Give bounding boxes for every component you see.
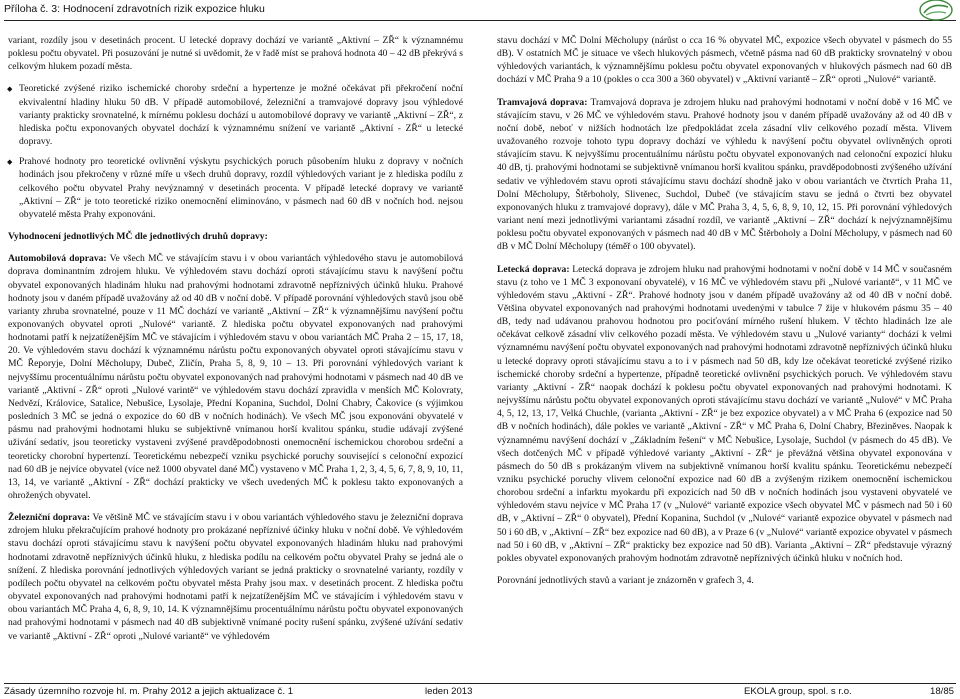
right-intro-paragraph: stavu dochází v MČ Dolní Měcholupy (nárůst o cca 16 % obyvatel MČ, expozice všech obyvatel v pásmech do 55 dB). V ostatních MČ je situace ve všech hlukových pásmech, včetně pásma nad 60 dB prakticky srovnatelný v obou výhledových variantách, k významnějšímu poklesu počtu obyvatel exponovaných v hlukových pásmech nad 60 dB dochází v MČ Praha 9 a 10 (pokles o cca 300 a 360 obyvatel) v „Aktivní variantě – ZŘ“ oproti „Nulové“ variantě.: [497, 35, 952, 86]
page-footer: [4, 683, 956, 698]
tram-text: Tramvajová doprava je zdrojem hluku nad prahovými hodnotami v noční době v 16 MČ ve stávajícím stavu, v 26 MČ ve výhledovém stavu. Prahové hodnoty jsou v daném případě uvažovány až od 40 dB v noční době, neboť v nižších hodnotách lze předpokládat zcela zásadní vliv celkového pozadí města. Vlivem uvažovaného rozvoje tohoto typu dopravy dochází ve výhledu k navýšení počtu obyvatel ovlivněných oproti stávajícím stavu. K nejvyššímu procentuálnímu nárůstu počtu obyvatel exponovaných nad celonoční expozicí hluku 40 dB, tj. prahovými hodnotami se subjektivně vnímanou horší kvalitou spánku, pravděpodobnosti zvýšeného užívání sedativ ve výhledovém stavu oproti stávajícímu stavu dochází shodně jako v obou variantách ve čtvrtích Praha 11, Dolní Měcholupy, Štěrboholy, Slivenec, Suchdol, Dubeč (ve stávajícím stavu se jedná o čtvrti bez obyvatel exponovaných hluku z tramvajové dopravy), dále v MČ Praha 3, 4, 5, 6, 8, 9, 10, 12, 15. Při porovnání výhledových variant není mezi jednotlivými variantami zásadní rozdíl, ve variantě „Aktivní – ZŘ“ dochází k nejvýznamnějšímu poklesu počtu obyvatel exponovaných v pásmech nad 40 dB v MČ Štěrboholy a Dolní Měcholupy, v pásmech nad 60 dB v MČ Dolní Měcholupy (téměř o 100 obyvatel).: [497, 96, 953, 253]
left-intro-paragraph: variant, rozdíly jsou v desetinách procent. U letecké dopravy dochází ve variantě „Aktivní – ZŘ“ k významnému poklesu počtu obyvatel. Při posuzování je nutné si uvědomit, že v řadě míst se prahová hodnota 40 – 42 dB překrývá s celkovým hlukem pozadí města.: [8, 35, 463, 73]
list-item: [8, 82, 463, 148]
air-lead: Letecká doprava:: [497, 263, 570, 275]
header-title: Příloha č. 3: Hodnocení zdravotních rizik expozice hluku: [4, 3, 265, 15]
bullet-text-ischemic: Teoretické zvýšené riziko ischemické choroby srdeční a hypertenze je možné očekávat při překročení noční ekvivalentní hladiny hluku 50 dB. V případě automobilové, železniční a tramvajové dopravy jsou výhledové varianty prakticky srovnatelné, k mírnému poklesu dochází u automobilové dopravy ve variantě „Aktivní – ZŘ“, z hlediska počtu exponovaných obyvatel dochází k významnému snížení ve variantě „Aktivní - ZŘ“ u letecké dopravy.: [19, 83, 463, 148]
section-heading: Vyhodnocení jednotlivých MČ dle jednotlivých druhů dopravy:: [8, 231, 268, 243]
bullet-icon: ◆: [7, 158, 13, 167]
left-column: [8, 34, 463, 652]
tram-lead: Tramvajová doprava:: [497, 96, 588, 108]
automobile-lead: Automobilová doprava:: [8, 253, 107, 265]
right-column: [497, 34, 952, 596]
bullet-icon: ◆: [7, 85, 13, 94]
list-item: [8, 155, 463, 221]
page-header: [4, 0, 956, 21]
footer-company: EKOLA group, spol. s r.o.: [744, 686, 852, 697]
footer-date: leden 2013: [425, 686, 473, 697]
air-paragraph: [497, 263, 952, 566]
automobile-text: Ve všech MČ ve stávajícím stavu i v obou variantách výhledového stavu je automobilová doprava dominantním zdrojem hluku. Ve výhledovém stavu dochází oproti stávajícímu stavu k navýšení počtu obyvatel exponovaných hladinám hluku nad prahovými hodnotami zdravotně nepříznivých účinků hluku. Prahové hodnoty jsou v daném případě uvažovány až od 40 dB v noční době. V případě porovnání výhledových stavů jsou obě varianty zhruba srovnatelné, pouze v 11 MČ dochází ve variantě „Aktivní – ZŘ“ k významnějšímu navýšení počtu exponovaných obyvatel oproti „Nulové“ variantě. Z hlediska počtu obyvatel exponovaných nad prahovými hodnotami patří k nejzatíženějším MČ ve stávajícím i výhledovém stavu v obou variantách MČ Praha 2 – 15, 17, 18, 20. Ve výhledovém stavu dochází k významnému nárůstu počtu exponovaných obyvatel oproti stávajícímu stavu v MČ Řeporyje, Dolní Měcholupy, Dubeč, Zličín, Praha 5, 8, 9, 10 – 13. Při porovnání výhledových variant k nejvyššímu procentuálnímu nárůstu počtu obyvatel exponovaných nad prahovými hodnotami v pásmech nad 40 dB ve variantě „Aktivní - ZŘ“ oproti „Nulové varintě“ ve výhledovém stavu dochází zpravidla v menších MČ Kolovraty, Nedvězí, Královice, Satalice, Nebušice, Lysolaje, Přední Kopanina, Suchdol, Dolní Chabry, Čakovice (s výjimkou posledních 3 MČ se jedná o expozice do 60 dB v nočních hodinách). Ve všech MČ jsou exponováni obyvatelé v pásmu nad prahovými hodnotami hluku se subjektivně vnímanou horší kvalitou spánku, studie udávají zvýšené užívání sedativ, jsou teoreticky vystaveni zvýšené pravděpodobnosti onemocnění ischemickou chorobou srdeční a teoreticky chorobní hypertenzí. Teoretickému nebezpečí vzniku psychické poruchy související s celonoční expozicí nad 60 dB je nejvíce obyvatel (více než 1000 obyvatel dané MČ) vystaveno v MČ Praha 1, 2, 3, 4, 5, 6, 7, 8, 9, 10, 11, 13, 14, ve variantě „Aktivní - ZŘ“ dochází prakticky ve všech uvedených MČ k poklesu takto exponovaných a ohrožených obyvatel.: [8, 253, 464, 501]
air-text: Letecká doprava je zdrojem hluku nad prahovými hodnotami v noční době v 14 MČ v současném stavu (z toho ve 1 MČ 3 exponovaní obyvatelé), v 16 MČ ve výhledovém stavu při „Nulové variantě“, v 11 MČ ve výhledovém stavu „Aktivní - ZŘ“. Prahové hodnoty jsou v daném případě uvažovány až od 40 dB v noční době. Většina obyvatel exponovaných nad prahovými hodnotami uvedenými v tabulce 7 žije v hlukovém pásmu 35 – 40 dB, tedy nad udávanou prahovou hodnotou pro pociťování mírného rušení hlukem. V těchto hladinách lze ale očekávat celkově zásadní vliv celkového pozadí města. Ve výhledovém stavu u „Nulové varianty“ dochází k velmi významnému navýšení počtu obyvatel exponovaných nad prahovými hodnotami zdravotně nepříznivých účinků hluku u letecké dopravy oproti stávajícímu stavu a to i v pásmech nad 50 dB, kdy lze očekávat teoretické zvýšené riziko ischemické choroby srdeční a hypertenze, případně teoretické ovlivnění psychických poruch. Ve výhledovém stavu varianty „Aktivní - ZŘ“ naopak dochází k poklesu počtu obyvatel exponovaných nad prahovými hodnotami. K nejvyššímu nárůstu počtu obyvatel exponovaných oproti stávajícímu stavu dochází ve variantě „Nulové“ v MČ Praha 4, 5, 12, 13, 17, Velká Chuchle, (varianta „Aktivní - ZŘ“ je bez expozice obyvatel) a v MČ Praha 6 (expozice nad 50 dB v nočních hodinách), dále pokles ve variantě „Aktivní - ZŘ“ v MČ Praha 6, Dolní Chabry, Březiněves. Naopak k významnému navýšení dochází v „Základním řešení“ v MČ Nebušice, Lysolaje, Suchdol (v pásmech do 45 dB). Ve všech dotčených MČ v případě výhledové varianty „Aktivní - ZŘ“ je převážná většina obyvatel exponována v pásmech do 50 dB s prokázaným vlivem na subjektivně vnímanou horší kvalitu spánku. Teoretickému nebezpečí vzniku psychické poruchy vlivem celonoční expozice nad 60 dB a zvýšeným rizikem onemocnění ischemickou chorobou srdeční a infarktu myokardu při expozicích nad 50 dB v nočních hodinách jsou vystaveni obyvatelé ve výhledovém stavu nejvíce v MČ Praha 17 (v „Nulové“ variantě expozice všech obyvatel MČ v pásmech nad 50 i 60 dB, v „Aktivní – ZŘ“ 0 obyvatel), Přední Kopanina, Suchdol (v „Nulové“ variantě expozice obyvatel v pásmech nad 50 i 60 dB, v „Aktivní – ZŘ“ bez expozice nad 60 dB), a v Praze 6 (v „Nulové“ variantě expozice obyvatel v pásmech nad 50 i 60 dB, v „Aktivní – ZŘ“ prakticky bez expozice nad 50 dB). Varianta „Aktivní – ZŘ“ představuje výrazný pokles obyvatel exponovaných prahovým hodnotám zdravotně nepříznivých účinků hluku v nočních hod.: [497, 263, 953, 564]
footer-page-number: 18/85: [929, 686, 954, 697]
railway-text: Ve většině MČ ve stávajícím stavu i v obou variantách výhledového stavu je železniční doprava zdrojem hluku překračujícím prahové hodnoty pro prokázané nepříznivé účinky hluku v noční době. Ve výhledovém stavu dochází oproti stávajícímu stavu k navýšení počtu obyvatel exponovaných hladinám hluku nad prahovými hodnotami zdravotně nepříznivých účinků hluku, z hlediska podílu na celkovém počtu obyvatel Prahy se jedná ale o snížení. Z hlediska porovnání jednotlivých výhledových variant se jedná prakticky o srovnatelné varianty, rozdíly v podílech počtu obyvatel na celkovém počtu obyvatel města Prahy jsou max. v desetinách procent. Z hlediska počtu obyvatel exponovaných nad prahovými hodnotami patří k nejzatíženějším MČ ve stávajícím i výhledovém stavu v obou variantách MČ Praha 4, 6, 8, 9, 10, 14. K významnějšímu procentuálnímu nárůstu počtu obyvatel exponovaných nad prahovými hodnotami v pásmech nad 40 dB subjektivně vnímané pocity rušení spánku, zvýšené užívání sedativ ve variantě „Aktivní - ZŘ“ oproti „Nulové variantě“ ve výhledovém: [8, 512, 464, 642]
automobile-paragraph: [8, 252, 463, 502]
bullet-list: [8, 82, 463, 221]
bullet-text-psychic: Prahové hodnoty pro teoretické ovlivnění výskytu psychických poruch působením hluku z dopravy v nočních hodinách jsou překročeny v různé míře u všech druhů dopravy, rozdíl výhledových variant je z hlediska podílu z celkového počtu obyvatel Prahy nevýznamný v desetinách procenta. V případě letecké dopravy ve variantě „Aktivní – ZŘ“ je toto teoretické riziko onemocnění eliminováno, v pásmech nad 60 dB v nočních hod. nejsou obyvatelé města Prahy exponováni.: [19, 156, 463, 220]
ekola-logo: [918, 0, 954, 22]
railway-paragraph: [8, 511, 463, 643]
closing-paragraph: Porovnání jednotlivých stavů a variant je znázorněn v grafech 3, 4.: [497, 575, 754, 587]
railway-lead: Železniční doprava:: [8, 512, 91, 524]
tram-paragraph: [497, 96, 952, 254]
footer-document-title: Zásady územního rozvoje hl. m. Prahy 2012 a jejich aktualizace č. 1: [4, 686, 294, 697]
